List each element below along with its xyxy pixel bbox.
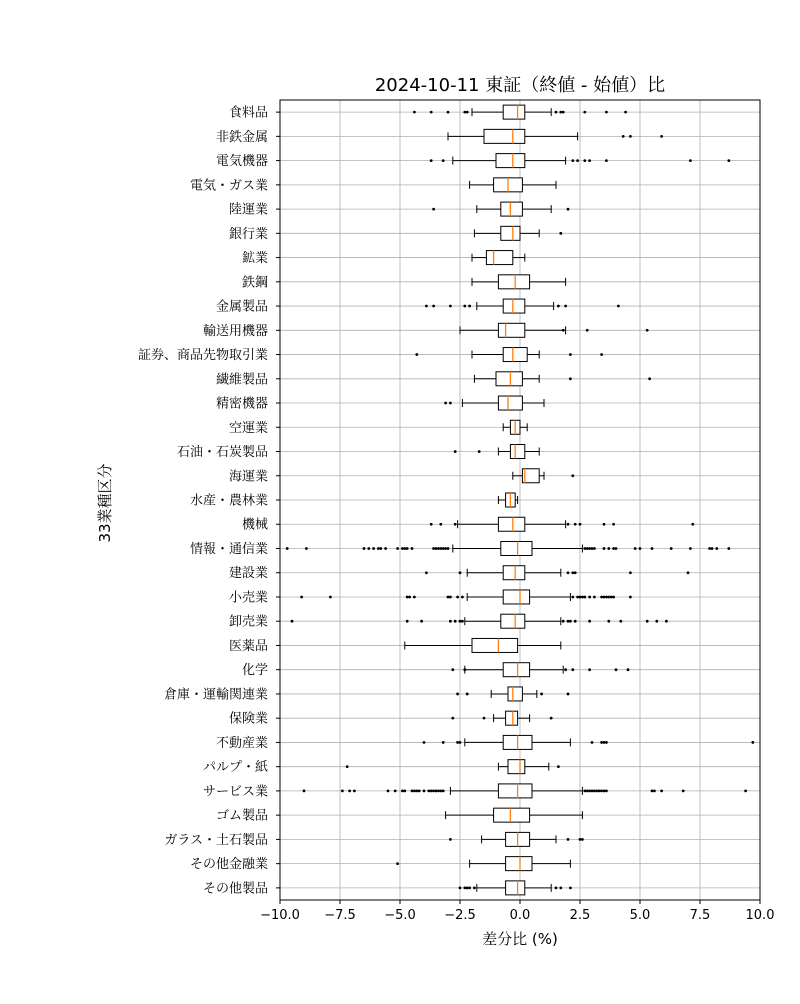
iqr-box — [501, 226, 520, 240]
iqr-box — [498, 396, 522, 410]
category-label: 食料品 — [228, 105, 268, 121]
outlier-point — [439, 547, 442, 550]
outlier-point — [670, 547, 673, 550]
outlier-point — [478, 450, 481, 453]
outlier-point — [588, 159, 591, 162]
outlier-point — [574, 620, 577, 623]
outlier-point — [605, 741, 608, 744]
outlier-point — [571, 668, 574, 671]
outlier-point — [591, 790, 594, 793]
category-label: 機械 — [241, 517, 268, 533]
outlier-point — [715, 547, 718, 550]
category-label: 保険業 — [228, 711, 268, 727]
outlier-point — [588, 596, 591, 599]
box-group — [448, 129, 663, 143]
outlier-point — [555, 886, 558, 889]
outlier-point — [615, 668, 618, 671]
outlier-point — [579, 523, 582, 526]
outlier-point — [593, 596, 596, 599]
iqr-box — [498, 784, 532, 798]
x-tick-label: 0.0 — [509, 908, 531, 923]
outlier-point — [665, 620, 668, 623]
x-tick-label: 10.0 — [745, 908, 775, 923]
outlier-point — [629, 596, 632, 599]
outlier-point — [449, 402, 452, 405]
grid-lines — [280, 100, 760, 900]
category-label: 金属製品 — [215, 299, 268, 315]
outlier-point — [588, 790, 591, 793]
outlier-point — [576, 159, 579, 162]
outlier-point — [454, 523, 457, 526]
outlier-point — [396, 862, 399, 865]
outlier-point — [439, 790, 442, 793]
outlier-point — [447, 111, 450, 114]
outlier-point — [401, 547, 404, 550]
outlier-point — [432, 547, 435, 550]
outlier-point — [744, 790, 747, 793]
outlier-point — [442, 790, 445, 793]
outlier-point — [430, 790, 433, 793]
outlier-point — [415, 353, 418, 356]
category-label: 輸送用機器 — [202, 323, 268, 339]
iqr-box — [503, 590, 529, 604]
category-label: パルプ・紙 — [202, 760, 268, 776]
x-ticks — [260, 900, 774, 923]
x-tick-label: −2.5 — [444, 908, 476, 923]
outlier-point — [603, 596, 606, 599]
outlier-point — [571, 159, 574, 162]
outlier-point — [341, 790, 344, 793]
outlier-point — [562, 620, 565, 623]
outlier-point — [612, 523, 615, 526]
outlier-point — [303, 790, 306, 793]
outlier-point — [562, 329, 565, 332]
category-label: 不動産業 — [215, 735, 268, 751]
outlier-point — [463, 305, 466, 308]
outlier-point — [367, 547, 370, 550]
outlier-point — [660, 135, 663, 138]
outlier-point — [449, 305, 452, 308]
outlier-point — [607, 547, 610, 550]
outlier-point — [564, 668, 567, 671]
outlier-point — [727, 159, 730, 162]
outlier-point — [595, 790, 598, 793]
outlier-point — [387, 790, 390, 793]
category-label: 小売業 — [228, 590, 268, 606]
outlier-point — [600, 353, 603, 356]
outlier-point — [363, 547, 366, 550]
outlier-point — [691, 523, 694, 526]
outlier-point — [588, 668, 591, 671]
outlier-point — [569, 353, 572, 356]
outlier-point — [459, 886, 462, 889]
outlier-point — [430, 523, 433, 526]
category-label: 電気機器 — [215, 154, 268, 170]
iqr-box — [510, 445, 524, 459]
outlier-point — [727, 547, 730, 550]
outlier-point — [372, 547, 375, 550]
outlier-point — [557, 305, 560, 308]
outlier-point — [466, 693, 469, 696]
iqr-box — [501, 541, 532, 555]
box-group — [459, 881, 572, 895]
box-group — [503, 420, 527, 434]
outlier-point — [348, 790, 351, 793]
outlier-point — [583, 159, 586, 162]
outlier-point — [605, 596, 608, 599]
category-label: サービス業 — [202, 784, 268, 800]
outlier-point — [615, 547, 618, 550]
outlier-point — [459, 741, 462, 744]
outlier-point — [751, 741, 754, 744]
box-group — [472, 251, 525, 265]
outlier-point — [567, 693, 570, 696]
outlier-point — [562, 111, 565, 114]
iqr-box — [484, 129, 525, 143]
outlier-point — [379, 547, 382, 550]
box-group — [470, 178, 556, 192]
outlier-point — [401, 790, 404, 793]
category-label: 鉄鋼 — [241, 275, 268, 291]
outlier-point — [456, 596, 459, 599]
outlier-point — [591, 741, 594, 744]
outlier-point — [588, 547, 591, 550]
category-label: 電気・ガス業 — [189, 178, 268, 194]
iqr-box — [503, 299, 525, 313]
category-label: 繊維製品 — [215, 372, 268, 388]
iqr-box — [503, 105, 525, 119]
category-label: 建設業 — [228, 566, 268, 582]
outlier-point — [555, 111, 558, 114]
outlier-point — [612, 596, 615, 599]
outlier-point — [447, 596, 450, 599]
outlier-point — [415, 790, 418, 793]
outlier-point — [432, 790, 435, 793]
category-label: ゴム製品 — [215, 808, 268, 824]
outlier-point — [540, 693, 543, 696]
outlier-point — [461, 596, 464, 599]
outlier-point — [430, 159, 433, 162]
outlier-point — [619, 620, 622, 623]
outlier-point — [425, 571, 428, 574]
iqr-box — [472, 638, 518, 652]
outlier-point — [682, 790, 685, 793]
outlier-point — [605, 790, 608, 793]
y-axis-label: 33業種区分 — [96, 463, 114, 543]
category-label: 医薬品 — [228, 638, 268, 654]
outlier-point — [456, 741, 459, 744]
outlier-point — [651, 547, 654, 550]
category-label: 空運業 — [228, 420, 268, 436]
category-label: 情報・通信業 — [189, 541, 268, 557]
x-tick-label: −10.0 — [260, 908, 300, 923]
outlier-point — [591, 547, 594, 550]
iqr-box — [498, 275, 529, 289]
outlier-point — [411, 547, 414, 550]
outlier-point — [574, 571, 577, 574]
category-label: 倉庫・運輸関連業 — [163, 687, 268, 703]
x-tick-label: −5.0 — [384, 908, 416, 923]
outlier-point — [593, 790, 596, 793]
outlier-point — [571, 596, 574, 599]
outlier-point — [571, 571, 574, 574]
outlier-point — [466, 111, 469, 114]
outlier-point — [286, 547, 289, 550]
outlier-point — [586, 790, 589, 793]
iqr-box — [506, 881, 525, 895]
outlier-point — [627, 668, 630, 671]
outlier-point — [442, 159, 445, 162]
outlier-point — [648, 377, 651, 380]
outlier-point — [447, 547, 450, 550]
outlier-point — [583, 111, 586, 114]
outlier-point — [581, 596, 584, 599]
iqr-box — [503, 348, 527, 362]
outlier-point — [463, 111, 466, 114]
outlier-point — [442, 741, 445, 744]
outlier-point — [603, 741, 606, 744]
iqr-box — [496, 154, 525, 168]
outlier-point — [430, 111, 433, 114]
box-group — [446, 808, 583, 822]
x-tick-label: 2.5 — [569, 908, 591, 923]
outlier-point — [466, 886, 469, 889]
outlier-point — [427, 790, 430, 793]
outlier-point — [603, 547, 606, 550]
category-label: 石油・石炭製品 — [176, 445, 268, 461]
outlier-point — [423, 741, 426, 744]
outlier-point — [413, 111, 416, 114]
outlier-point — [646, 620, 649, 623]
category-label: 海運業 — [228, 469, 268, 485]
outlier-point — [454, 450, 457, 453]
outlier-point — [583, 596, 586, 599]
outlier-point — [346, 765, 349, 768]
outlier-point — [629, 135, 632, 138]
outlier-point — [559, 232, 562, 235]
iqr-box — [506, 857, 532, 871]
outlier-point — [634, 547, 637, 550]
outlier-point — [425, 305, 428, 308]
category-label: 銀行業 — [228, 226, 268, 242]
outlier-point — [432, 305, 435, 308]
outlier-point — [411, 790, 414, 793]
outlier-point — [612, 547, 615, 550]
outlier-point — [708, 547, 711, 550]
outlier-point — [437, 547, 440, 550]
iqr-box — [486, 251, 512, 265]
category-label: 水産・農林業 — [189, 493, 268, 509]
outlier-point — [454, 620, 457, 623]
category-label: その他製品 — [202, 881, 268, 897]
outlier-point — [610, 596, 613, 599]
outlier-point — [449, 620, 452, 623]
outlier-point — [413, 790, 416, 793]
iqr-box — [506, 711, 518, 725]
outlier-point — [451, 717, 454, 720]
outlier-point — [305, 547, 308, 550]
outlier-point — [463, 886, 466, 889]
iqr-box — [508, 687, 522, 701]
outlier-point — [603, 790, 606, 793]
outlier-point — [559, 886, 562, 889]
category-label: 卸売業 — [228, 614, 268, 630]
outlier-point — [655, 620, 658, 623]
outlier-point — [444, 402, 447, 405]
outlier-point — [567, 571, 570, 574]
outlier-point — [576, 596, 579, 599]
category-label: 非鉄金属 — [215, 129, 268, 145]
box-group — [498, 493, 517, 507]
iqr-box — [496, 372, 522, 386]
outlier-point — [586, 547, 589, 550]
outlier-point — [451, 668, 454, 671]
outlier-point — [574, 523, 577, 526]
outlier-point — [607, 620, 610, 623]
outlier-point — [550, 717, 553, 720]
outlier-point — [329, 596, 332, 599]
outlier-point — [607, 596, 610, 599]
outlier-point — [463, 668, 466, 671]
outlier-point — [605, 159, 608, 162]
outlier-point — [687, 571, 690, 574]
outlier-point — [639, 547, 642, 550]
outlier-point — [622, 135, 625, 138]
outlier-point — [583, 790, 586, 793]
x-tick-label: −7.5 — [324, 908, 356, 923]
outlier-point — [660, 790, 663, 793]
outlier-point — [468, 886, 471, 889]
outlier-point — [408, 596, 411, 599]
category-label: 鉱業 — [241, 251, 268, 267]
outlier-point — [377, 547, 380, 550]
outlier-point — [689, 159, 692, 162]
outlier-point — [403, 547, 406, 550]
iqr-box — [503, 566, 525, 580]
outlier-point — [586, 329, 589, 332]
category-label: ガラス・土石製品 — [164, 832, 268, 848]
outlier-point — [598, 790, 601, 793]
outlier-point — [406, 596, 409, 599]
outlier-point — [468, 305, 471, 308]
outlier-point — [384, 547, 387, 550]
outlier-point — [605, 111, 608, 114]
iqr-box — [508, 760, 525, 774]
outlier-point — [291, 620, 294, 623]
outlier-point — [459, 620, 462, 623]
category-label: 証券、商品先物取引業 — [137, 348, 268, 364]
x-axis-label: 差分比 (%) — [482, 930, 558, 948]
outlier-point — [624, 111, 627, 114]
outlier-point — [567, 523, 570, 526]
outlier-point — [567, 838, 570, 841]
outlier-point — [569, 886, 572, 889]
category-label: 陸運業 — [228, 202, 268, 218]
outlier-point — [439, 523, 442, 526]
outlier-point — [435, 547, 438, 550]
outlier-point — [406, 547, 409, 550]
outlier-point — [569, 620, 572, 623]
outlier-point — [653, 790, 656, 793]
outlier-point — [593, 547, 596, 550]
outlier-point — [581, 838, 584, 841]
outlier-point — [449, 596, 452, 599]
outlier-point — [559, 111, 562, 114]
outlier-point — [711, 547, 714, 550]
outlier-point — [437, 790, 440, 793]
chart-title: 2024-10-11 東証（終値 - 始値）比 — [374, 75, 666, 96]
outlier-point — [600, 741, 603, 744]
outlier-point — [444, 547, 447, 550]
outlier-point — [557, 765, 560, 768]
outlier-point — [564, 305, 567, 308]
outlier-point — [567, 620, 570, 623]
outlier-point — [651, 790, 654, 793]
outlier-point — [442, 547, 445, 550]
outlier-point — [567, 208, 570, 211]
outlier-point — [449, 838, 452, 841]
outlier-point — [423, 790, 426, 793]
iqr-box — [501, 202, 523, 216]
outlier-point — [617, 305, 620, 308]
outlier-point — [689, 547, 692, 550]
outlier-point — [435, 790, 438, 793]
category-label: 精密機器 — [215, 396, 268, 412]
box-group — [472, 275, 566, 289]
iqr-box — [503, 663, 529, 677]
outlier-point — [418, 790, 421, 793]
outlier-point — [420, 620, 423, 623]
iqr-box — [494, 808, 530, 822]
outlier-point — [483, 717, 486, 720]
outlier-point — [583, 547, 586, 550]
outlier-point — [406, 620, 409, 623]
outlier-point — [461, 620, 464, 623]
outlier-point — [646, 329, 649, 332]
iqr-box — [501, 614, 525, 628]
iqr-box — [498, 323, 524, 337]
outlier-point — [588, 620, 591, 623]
outlier-point — [579, 596, 582, 599]
outlier-point — [473, 886, 476, 889]
outlier-point — [413, 596, 416, 599]
outlier-point — [459, 571, 462, 574]
outlier-point — [579, 838, 582, 841]
outlier-point — [396, 547, 399, 550]
outlier-point — [300, 596, 303, 599]
x-tick-label: 7.5 — [689, 908, 711, 923]
outlier-point — [353, 790, 356, 793]
outlier-point — [629, 571, 632, 574]
box-group — [405, 638, 561, 652]
outlier-point — [571, 474, 574, 477]
y-ticks — [138, 105, 280, 897]
outlier-point — [403, 790, 406, 793]
x-tick-label: 5.0 — [629, 908, 651, 923]
outlier-point — [394, 790, 397, 793]
category-label: 化学 — [241, 663, 268, 679]
category-label: その他金融業 — [189, 857, 268, 873]
outlier-point — [569, 377, 572, 380]
outlier-point — [432, 208, 435, 211]
outlier-point — [600, 596, 603, 599]
outlier-point — [456, 693, 459, 696]
outlier-point — [600, 790, 603, 793]
outlier-point — [603, 523, 606, 526]
iqr-box — [498, 517, 524, 531]
